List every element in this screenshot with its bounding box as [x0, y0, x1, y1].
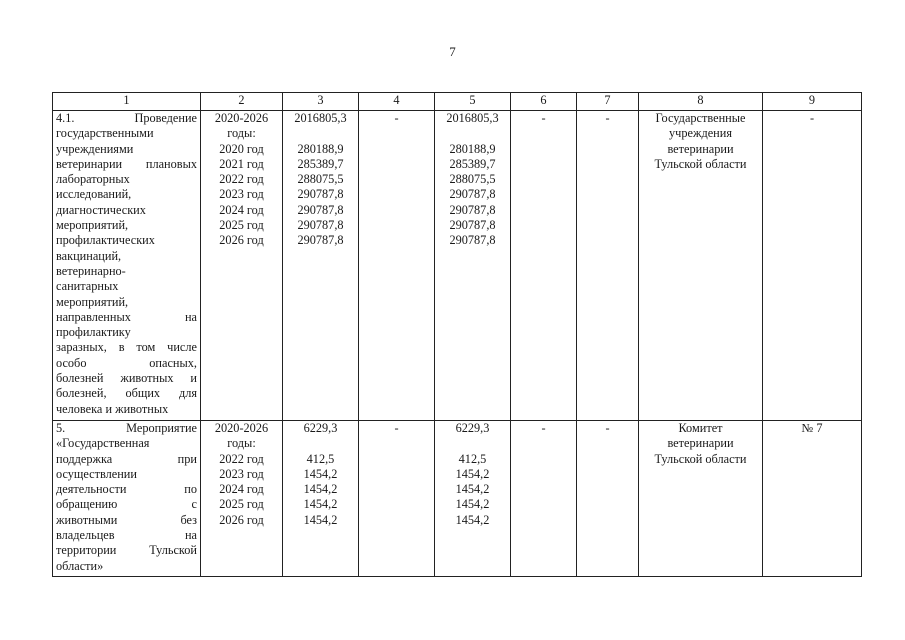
year-value: 280188,9: [297, 141, 344, 156]
description-line: владельцев на: [56, 528, 197, 543]
year-label: 2024 год: [219, 482, 264, 497]
description-line: особо опасных,: [56, 355, 197, 370]
description-line: диагностических: [56, 202, 146, 217]
table-row: [53, 111, 862, 421]
year-value: 290787,8: [449, 218, 496, 233]
year-value: 288075,5: [449, 172, 496, 187]
col7-cell: -: [577, 111, 639, 421]
period-suffix: годы:: [227, 436, 256, 451]
period-cell: [201, 421, 283, 577]
year-value: 1454,2: [303, 482, 338, 497]
year-value: 1454,2: [303, 466, 338, 481]
activity-description: [53, 111, 201, 421]
description-line: области»: [56, 558, 104, 573]
description-line: лабораторных: [56, 172, 130, 187]
total-value: 6229,3: [303, 421, 338, 435]
year-label: 2021 год: [219, 156, 264, 171]
header-cell: 6: [511, 93, 577, 111]
responsible-cell: [639, 421, 763, 577]
description-line: осуществлении: [56, 466, 137, 481]
year-label: 2020 год: [219, 141, 264, 156]
year-label: 2023 год: [219, 466, 264, 481]
description-line: ветеринарии плановых: [56, 156, 197, 171]
description-line: профилактику: [56, 325, 131, 340]
year-label: 2025 год: [219, 497, 264, 512]
col4-cell: -: [359, 111, 435, 421]
year-value: 290787,8: [297, 233, 344, 248]
description-line: учреждениями: [56, 141, 134, 156]
table-row: [53, 421, 862, 577]
year-label: 2022 год: [219, 451, 264, 466]
responsible-line: Тульской области: [654, 156, 747, 171]
year-value: 290787,8: [449, 202, 496, 217]
year-value: 1454,2: [303, 497, 338, 512]
total-value: 2016805,3: [294, 111, 347, 125]
period-range: 2020-2026: [214, 421, 269, 435]
responsible-line: Государственные: [655, 111, 746, 125]
year-value: 412,5: [306, 451, 335, 466]
total-funding-cell: [283, 111, 359, 421]
col6-cell: -: [511, 111, 577, 421]
year-value: 290787,8: [297, 187, 344, 202]
header-cell: 3: [283, 93, 359, 111]
year-value: 1454,2: [303, 512, 338, 527]
header-cell: 2: [201, 93, 283, 111]
description-line: вакцинаций,: [56, 248, 122, 263]
description-line: деятельности по: [56, 482, 197, 497]
responsible-line: Тульской области: [654, 451, 747, 466]
activity-description: [53, 421, 201, 577]
description-line: санитарных: [56, 279, 119, 294]
total-value: 2016805,3: [446, 111, 499, 125]
year-label: 2026 год: [219, 512, 264, 527]
col4-cell: -: [359, 421, 435, 577]
year-value: 290787,8: [449, 233, 496, 248]
description-line: болезней животных и: [56, 371, 197, 386]
description-line: «Государственная: [56, 436, 150, 451]
header-cell: 8: [639, 93, 763, 111]
year-value: 280188,9: [449, 141, 496, 156]
description-line: мероприятий,: [56, 294, 129, 309]
page-number: 7: [449, 44, 456, 59]
year-label: 2024 год: [219, 202, 264, 217]
description-line: животными без: [56, 512, 197, 527]
description-line: государственными: [56, 126, 154, 141]
total-value: 6229,3: [455, 421, 490, 435]
description-line: заразных, в том числе: [56, 340, 197, 355]
responsible-line: учреждения: [669, 126, 732, 141]
col9-cell: № 7: [763, 421, 862, 577]
col9-cell: -: [763, 111, 862, 421]
period-range: 2020-2026: [214, 111, 269, 125]
responsible-cell: [639, 111, 763, 421]
description-line: 4.1. Проведение: [56, 111, 197, 125]
year-value: 288075,5: [297, 172, 344, 187]
col5-cell: [435, 421, 511, 577]
description-line: мероприятий,: [56, 218, 129, 233]
header-cell: 5: [435, 93, 511, 111]
header-cell: 9: [763, 93, 862, 111]
header-row: [53, 93, 862, 111]
year-value: 1454,2: [455, 466, 490, 481]
description-line: ветеринарно-: [56, 263, 126, 278]
description-line: профилактических: [56, 233, 155, 248]
year-value: 285389,7: [449, 156, 496, 171]
description-line: 5. Мероприятие: [56, 421, 197, 435]
year-value: 290787,8: [297, 202, 344, 217]
description-line: направленных на: [56, 309, 197, 324]
year-value: 1454,2: [455, 482, 490, 497]
description-line: территории Тульской: [56, 543, 197, 558]
responsible-line: ветеринарии: [667, 436, 734, 451]
col5-cell: [435, 111, 511, 421]
header-cell: 4: [359, 93, 435, 111]
col7-cell: -: [577, 421, 639, 577]
year-label: 2026 год: [219, 233, 264, 248]
year-label: 2025 год: [219, 218, 264, 233]
header-cell: 1: [53, 93, 201, 111]
year-value: 290787,8: [449, 187, 496, 202]
description-line: исследований,: [56, 187, 132, 202]
year-value: 285389,7: [297, 156, 344, 171]
description-line: человека и животных: [56, 401, 169, 416]
year-value: 412,5: [458, 451, 487, 466]
description-line: болезней, общих для: [56, 386, 197, 401]
year-label: 2023 год: [219, 187, 264, 202]
year-value: 290787,8: [297, 218, 344, 233]
program-table: [52, 92, 862, 577]
period-suffix: годы:: [227, 126, 256, 141]
responsible-line: Комитет: [678, 421, 723, 435]
description-line: обращению с: [56, 497, 197, 512]
year-label: 2022 год: [219, 172, 264, 187]
year-value: 1454,2: [455, 512, 490, 527]
total-funding-cell: [283, 421, 359, 577]
description-line: поддержка при: [56, 451, 197, 466]
period-cell: [201, 111, 283, 421]
col6-cell: -: [511, 421, 577, 577]
responsible-line: ветеринарии: [667, 141, 734, 156]
header-cell: 7: [577, 93, 639, 111]
year-value: 1454,2: [455, 497, 490, 512]
